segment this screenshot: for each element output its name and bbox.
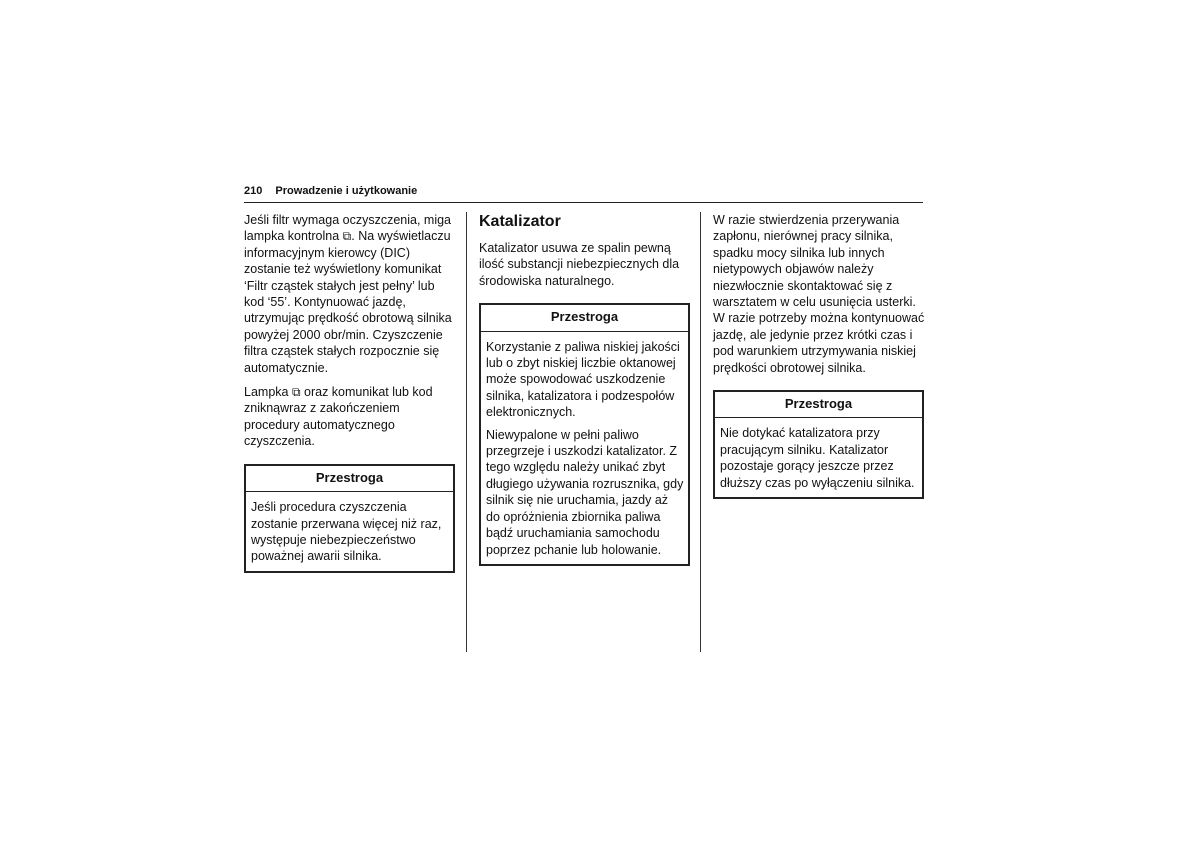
column-right <box>713 212 925 499</box>
caution-body <box>715 418 922 497</box>
caution-body <box>246 492 453 571</box>
caution-title: Przestroga <box>715 392 922 418</box>
caution-box <box>713 390 924 499</box>
column-divider <box>466 212 467 652</box>
column-divider <box>700 212 701 652</box>
caution-body <box>481 332 688 564</box>
caution-title: Przestroga <box>246 466 453 492</box>
particle-filter-icon: ⧉ <box>342 229 352 244</box>
paragraph-text: Jeśli filtr wymaga oczyszczenia, miga lampka kontrolna <box>244 213 452 244</box>
paragraph <box>244 212 456 376</box>
paragraph-text: Lampka <box>244 385 292 400</box>
paragraph: W razie stwierdzenia przerywania zapłonu, nierównej pracy silnika, spadku mocy silnika lub innych nietypowych objawów należy niezwłocznie skontaktować się z warsztatem w celu usunięcia usterki. W razie potrzeby można kontynuować jazdę, ale jedynie przez krótki czas i pod warunkiem utrzymywania niskiej prędkości obrotowej silnika. <box>713 213 925 375</box>
caution-title: Przestroga <box>481 305 688 331</box>
caution-text: Jeśli procedura czyszczenia zostanie przerwana więcej niż raz, występuje niebezpieczeństwo poważnej awarii silnika. <box>251 500 442 564</box>
page-number: 210 <box>244 185 263 197</box>
caution-text: Korzystanie z paliwa niskiej jakości lub o zbyt niskiej liczbie oktanowej może spowodować uszkodzenie silnika, katalizatora i podzespołów elektronicznych. <box>486 339 680 420</box>
caution-text: Niewypalone w pełni paliwo przegrzeje i uszkodzi katalizator. Z tego względu należy unikać zbyt długiego używania rozrusznika, gdy silnik się nie uruchamia, jazdy aż do opróżnienia zbiornika paliwa bądź uruchamiania samochodu poprzez pchanie lub holowanie. <box>486 427 684 557</box>
section-title: Prowadzenie i użytkowanie <box>275 185 418 197</box>
particle-filter-icon: ⧉ <box>291 385 301 400</box>
paragraph-text: . Na wyświetlaczu informacyjnym kierowcy (DIC) zostanie też wyświetlony komunikat ‘Filtr cząstek stałych jest pełny’ lub kod ‘55’. Kontynuować jazdę, utrzymując prędkość obrotową silnika powyżej 2000 obr/min. Czyszczenie filtra cząstek stałych rozpocznie się automatycznie. <box>244 229 452 375</box>
section-heading: Katalizator <box>479 213 561 230</box>
caution-box <box>479 303 690 566</box>
paragraph: Katalizator usuwa ze spalin pewną ilość substancji niebezpiecznych dla środowiska naturalnego. <box>479 241 680 288</box>
page-header <box>244 184 923 203</box>
paragraph <box>244 384 456 450</box>
caution-text: Nie dotykać katalizatora przy pracującym silniku. Katalizator pozostaje gorący jeszcze przez dłuższy czas po wyłączeniu silnika. <box>720 426 915 490</box>
caution-box <box>244 464 455 573</box>
paragraph-text: oraz komunikat lub kod zniknąwraz z zakończeniem procedury automatycznego czyszczenia. <box>244 385 433 449</box>
column-middle <box>479 212 691 566</box>
column-left <box>244 212 456 573</box>
